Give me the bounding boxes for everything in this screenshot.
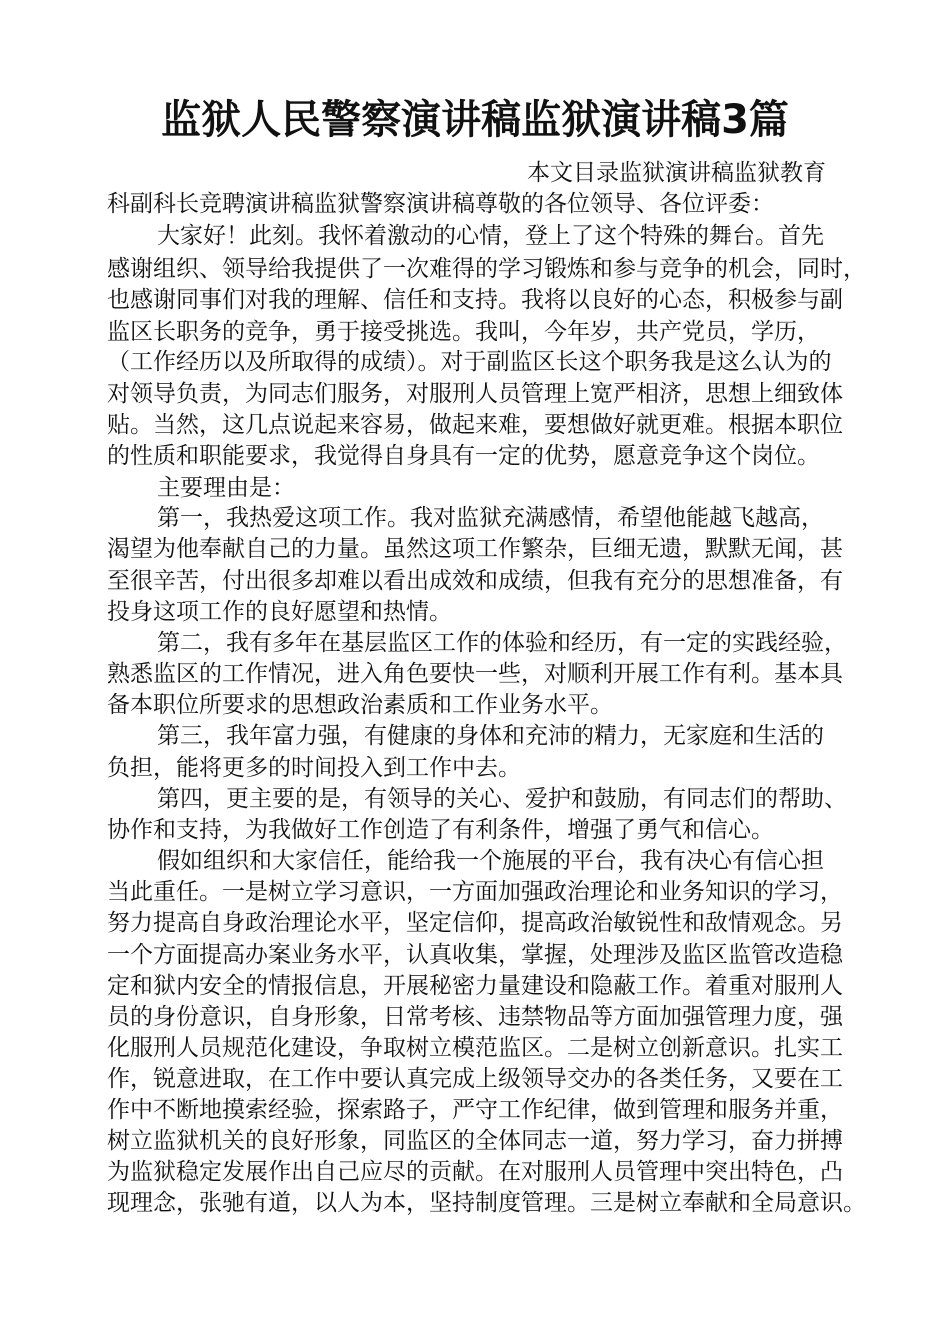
body-text-line: 科副科长竞聘演讲稿监狱警察演讲稿尊敬的各位领导、各位评委： <box>107 191 774 217</box>
document-title: 监狱人民警察演讲稿监狱演讲稿3篇 <box>161 97 789 143</box>
body-text-line: 第二，我有多年在基层监区工作的体验和经历，有一定的实践经验， <box>157 630 847 656</box>
body-text-line: 也感谢同事们对我的理解、信任和支持。我将以良好的心态，积极参与副 <box>107 287 843 313</box>
body-text-line: 员的身份意识，自身形象，日常考核、违禁物品等方面加强管理力度，强 <box>107 1004 843 1030</box>
body-text-line: 备本职位所要求的思想政治素质和工作业务水平。 <box>107 692 613 718</box>
body-text-line: 当此重任。一是树立学习意识，一方面加强政治理论和业务知识的学习， <box>107 879 843 905</box>
body-text-line: 作中不断地摸索经验，探索路子，严守工作纪律，做到管理和服务并重， <box>107 1097 843 1123</box>
body-text-line: 现理念，张驰有道，以人为本，坚持制度管理。三是树立奉献和全局意识。 <box>107 1190 866 1216</box>
body-text-line: 渴望为他奉献自己的力量。虽然这项工作繁杂，巨细无遗，默默无闻，甚 <box>107 536 843 562</box>
body-text-line: 为监狱稳定发展作出自己应尽的贡献。在对服刑人员管理中突出特色，凸 <box>107 1159 843 1185</box>
body-text-line: 第一，我热爱这项工作。我对监狱充满感情，希望他能越飞越高， <box>157 505 824 531</box>
body-text-line: 作，锐意进取，在工作中要认真完成上级领导交办的各类任务，又要在工 <box>107 1066 843 1092</box>
body-text-line: 协作和支持，为我做好工作创造了有利条件，增强了勇气和信心。 <box>107 817 774 843</box>
body-text-line: 感谢组织、领导给我提供了一次难得的学习锻炼和参与竞争的机会，同时， <box>107 256 866 282</box>
body-text-line: 努力提高自身政治理论水平，坚定信仰，提高政治敏锐性和敌情观念。另 <box>107 910 843 936</box>
body-text-line: 贴。当然，这几点说起来容易，做起来难，要想做好就更难。根据本职位 <box>107 412 843 438</box>
body-text-line: 的性质和职能要求，我觉得自身具有一定的优势，愿意竞争这个岗位。 <box>107 443 820 469</box>
body-text-line: 监区长职务的竞争，勇于接受挑选。我叫，今年岁，共产党员，学历， <box>107 319 820 345</box>
body-text-line: 大家好！此刻。我怀着激动的心情，登上了这个特殊的舞台。首先 <box>157 223 824 249</box>
body-text-line: 熟悉监区的工作情况，进入角色要快一些，对顺利开展工作有利。基本具 <box>107 661 843 687</box>
body-text-line: 至很辛苦，付出很多却难以看出成效和成绩，但我有充分的思想准备，有 <box>107 568 843 594</box>
body-text-line: 负担，能将更多的时间投入到工作中去。 <box>107 755 521 781</box>
body-text-line: 树立监狱机关的良好形象，同监区的全体同志一道，努力学习，奋力拼搏 <box>107 1128 843 1154</box>
body-text-line: 投身这项工作的良好愿望和热情。 <box>107 599 452 625</box>
body-text-line: （工作经历以及所取得的成绩）。对于副监区长这个职务我是这么认为的 <box>107 349 832 375</box>
body-text-line: 对领导负责，为同志们服务，对服刑人员管理上宽严相济，思想上细致体 <box>107 381 843 407</box>
body-text-line: 本文目录监狱演讲稿监狱教育 <box>527 160 826 186</box>
body-text-line: 主要理由是： <box>157 475 295 501</box>
body-text-line: 一个方面提高办案业务水平，认真收集，掌握，处理涉及监区监管改造稳 <box>107 942 843 968</box>
body-text-line: 化服刑人员规范化建设，争取树立模范监区。二是树立创新意识。扎实工 <box>107 1035 843 1061</box>
body-text-line: 第四，更主要的是，有领导的关心、爱护和鼓励，有同志们的帮助、 <box>157 786 847 812</box>
body-text-line: 定和狱内安全的情报信息，开展秘密力量建设和隐蔽工作。着重对服刑人 <box>107 973 843 999</box>
body-text-line: 假如组织和大家信任，能给我一个施展的平台，我有决心有信心担 <box>157 848 824 874</box>
body-text-line: 第三，我年富力强，有健康的身体和充沛的精力，无家庭和生活的 <box>157 723 824 749</box>
